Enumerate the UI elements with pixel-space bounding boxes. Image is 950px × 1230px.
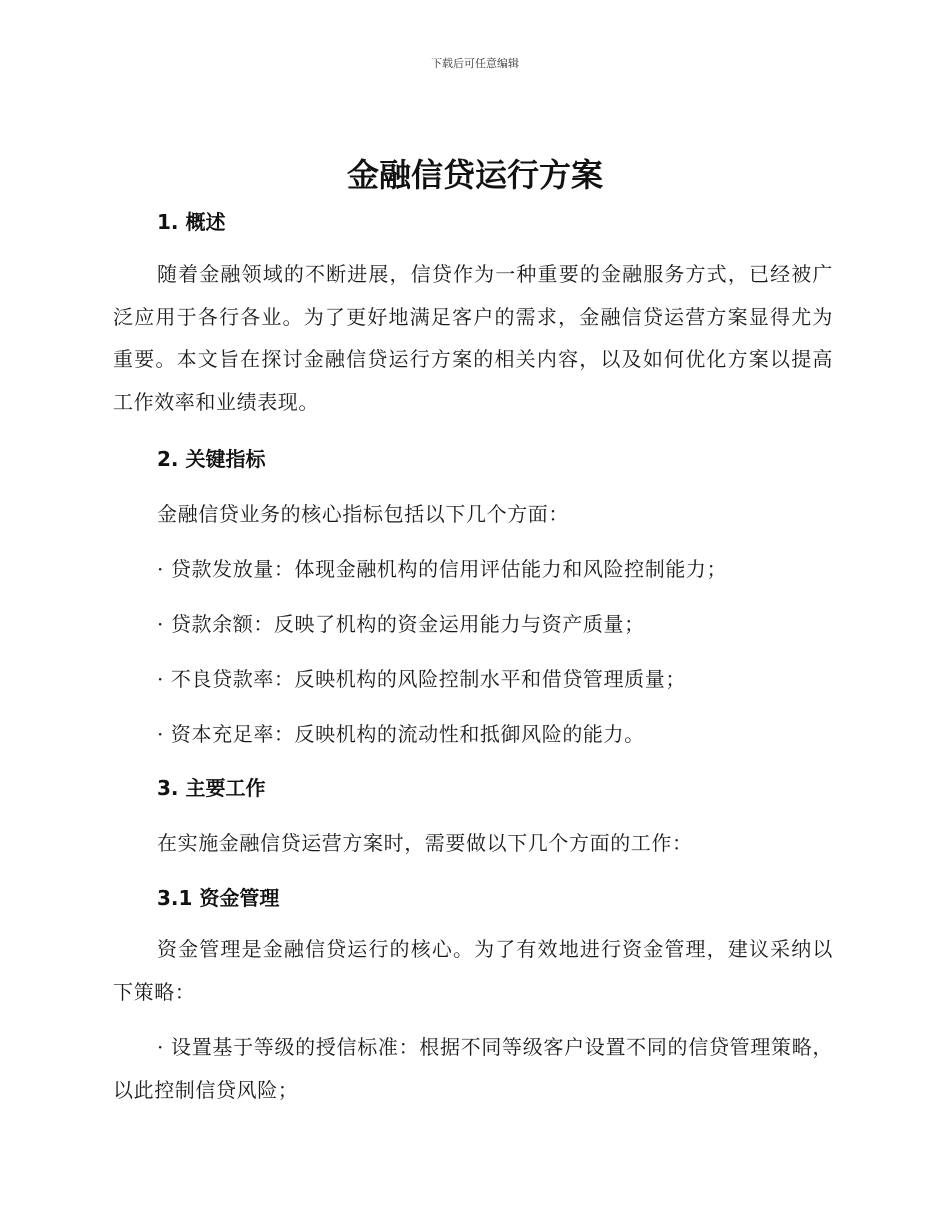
indicator-item: · 资本充足率：反映机构的流动性和抵御风险的能力。: [157, 722, 645, 746]
section-3-heading: 3. 主要工作: [157, 776, 266, 800]
indicator-item: · 不良贷款率：反映机构的风险控制水平和借贷管理质量；: [157, 667, 686, 691]
section-1-heading: 1. 概述: [157, 210, 226, 234]
subsection-3-1-paragraph: 资金管理是金融信贷运行的核心。为了有效地进行资金管理，建议采纳以下策略：: [113, 937, 833, 1004]
section-2-heading: 2. 关键指标: [157, 447, 266, 471]
indicator-item: · 贷款余额：反映了机构的资金运用能力与资产质量；: [157, 612, 645, 636]
document-title: 金融信贷运行方案: [346, 156, 603, 194]
page-header-note: 下载后可任意编辑: [431, 57, 519, 70]
indicator-item: · 贷款发放量：体现金融机构的信用评估能力和风险控制能力；: [157, 557, 728, 581]
section-1-paragraph: 随着金融领域的不断进展，信贷作为一种重要的金融服务方式，已经被广泛应用于各行各业。为了更好地满足客户的需求，金融信贷运营方案显得尤为重要。本文旨在探讨金融信贷运行方案的相关内容，以及如何优化方案以提高工作效率和业绩表现。: [113, 262, 833, 414]
section-2-intro: 金融信贷业务的核心指标包括以下几个方面：: [157, 502, 569, 526]
section-3-intro: 在实施金融信贷运营方案时，需要做以下几个方面的工作：: [157, 831, 693, 855]
subsection-3-1-bullet: · 设置基于等级的授信标准：根据不同等级客户设置不同的信贷管理策略，以此控制信贷风险；: [113, 1035, 833, 1102]
subsection-3-1-heading: 3.1 资金管理: [157, 886, 280, 910]
